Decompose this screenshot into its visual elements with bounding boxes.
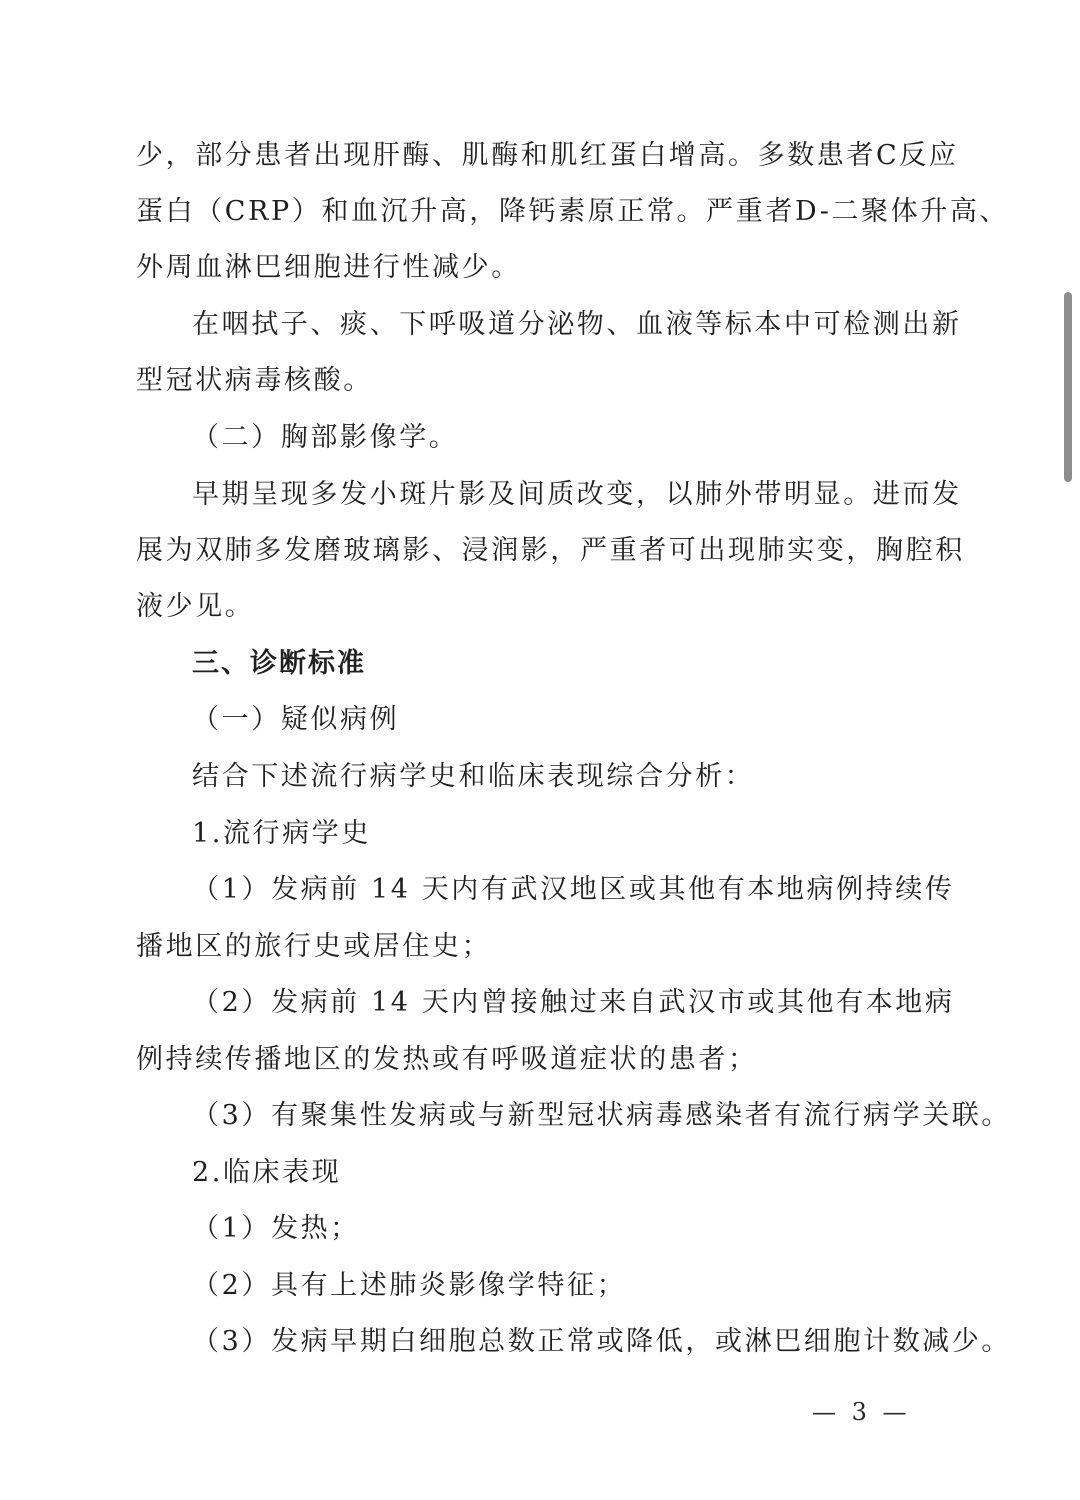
text-line: 播地区的旅行史或居住史；: [136, 931, 492, 962]
subsection-heading: （二）胸部影像学。: [192, 422, 459, 453]
numbered-heading: 2.临床表现: [192, 1157, 342, 1188]
list-item: （1）发病前 14 天内有武汉地区或其他有本地病例持续传: [192, 874, 955, 905]
text-line: 少，部分患者出现肝酶、肌酶和肌红蛋白增高。多数患者C反应: [136, 140, 959, 171]
text-line: 蛋白（CRP）和血沉升高，降钙素原正常。严重者D-二聚体升高、: [136, 196, 1010, 227]
section-heading: 三、诊断标准: [192, 648, 366, 679]
numbered-heading: 1.流行病学史: [192, 818, 371, 849]
list-item: （1）发热；: [192, 1213, 360, 1244]
text-line: 例持续传播地区的发热或有呼吸道症状的患者；: [136, 1044, 758, 1075]
subsection-heading: （一）疑似病例: [192, 704, 400, 735]
text-line: 型冠状病毒核酸。: [136, 365, 373, 396]
list-item: （3）发病早期白细胞总数正常或降低，或淋巴细胞计数减少。: [192, 1326, 1011, 1357]
text-line: 早期呈现多发小斑片影及间质改变，以肺外带明显。进而发: [192, 479, 962, 510]
scrollbar[interactable]: [1064, 292, 1072, 482]
page-number: — 3 —: [812, 1398, 911, 1426]
list-item: （3）有聚集性发病或与新型冠状病毒感染者有流行病学关联。: [192, 1100, 1011, 1131]
list-item: （2）具有上述肺炎影像学特征；: [192, 1270, 627, 1301]
text-line: 在咽拭子、痰、下呼吸道分泌物、血液等标本中可检测出新: [192, 309, 962, 340]
text-line: 展为双肺多发磨玻璃影、浸润影，严重者可出现肺实变，胸腔积: [136, 535, 965, 566]
text-line: 外周血淋巴细胞进行性减少。: [136, 252, 521, 283]
text-line: 液少见。: [136, 591, 255, 622]
text-line: 结合下述流行病学史和临床表现综合分析：: [192, 761, 755, 792]
list-item: （2）发病前 14 天内曾接触过来自武汉市或其他有本地病: [192, 987, 955, 1018]
